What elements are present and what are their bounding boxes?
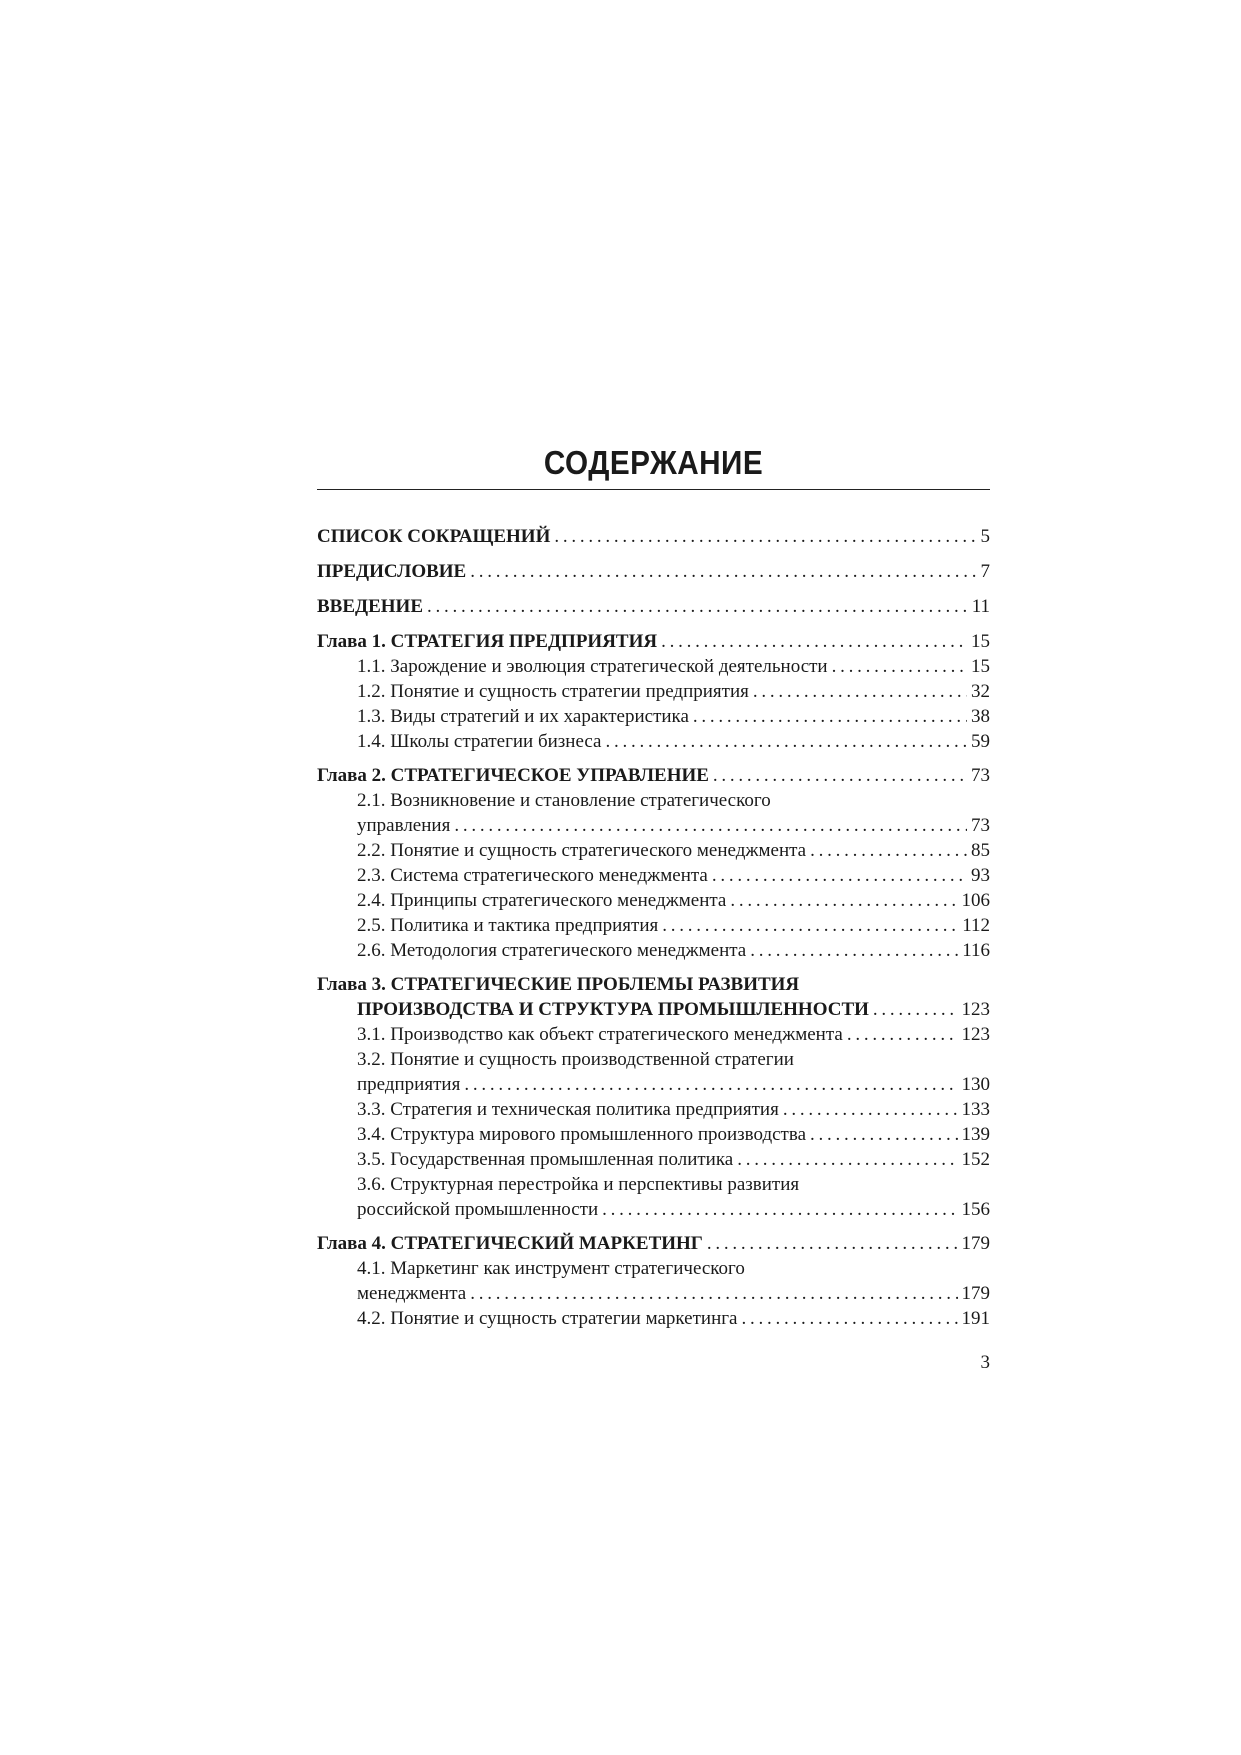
dot-leader [753, 679, 967, 704]
section-page: 85 [971, 840, 990, 861]
section-title: 2.5. Политика и тактика предприятия [357, 915, 659, 936]
toc-entry-label: ПРЕДИСЛОВИЕ [317, 561, 467, 582]
dot-leader [464, 1072, 957, 1097]
chapter-heading[interactable] [317, 1231, 990, 1256]
dot-leader [470, 1281, 957, 1306]
chapter-4 [317, 1231, 990, 1331]
section-title: российской промышленности [357, 1199, 599, 1220]
toc-entry-label: ВВЕДЕНИЕ [317, 596, 423, 617]
section-page: 133 [961, 1099, 990, 1120]
section-page: 130 [961, 1074, 990, 1095]
dot-leader [810, 1122, 957, 1147]
toc-section[interactable] [317, 913, 990, 938]
chapter-heading[interactable] [317, 763, 990, 788]
dot-leader [661, 629, 967, 654]
toc-entry-page: 5 [980, 526, 990, 547]
section-title: 1.3. Виды стратегий и их характеристика [357, 706, 689, 727]
toc-section[interactable] [317, 1122, 990, 1147]
section-title-line1: 4.1. Маркетинг как инструмент стратегического [357, 1258, 745, 1279]
section-page: 191 [961, 1308, 990, 1329]
chapter-page: 73 [971, 765, 990, 786]
dot-leader [783, 1097, 958, 1122]
section-title: 3.3. Стратегия и техническая политика предприятия [357, 1099, 779, 1120]
dot-leader [693, 704, 967, 729]
chapter-1 [317, 629, 990, 754]
section-page: 123 [961, 1024, 990, 1045]
section-title: 1.1. Зарождение и эволюция стратегической деятельности [357, 656, 828, 677]
dot-leader [847, 1022, 958, 1047]
dot-leader [810, 838, 967, 863]
section-title: 2.6. Методология стратегического менеджмента [357, 940, 747, 961]
section-title: 2.2. Понятие и сущность стратегического менеджмента [357, 840, 807, 861]
dot-leader [730, 888, 957, 913]
chapter-heading[interactable] [317, 629, 990, 654]
section-page: 106 [961, 890, 990, 911]
section-title: 4.2. Понятие и сущность стратегии маркетинга [357, 1308, 738, 1329]
chapter-heading[interactable] [317, 997, 990, 1022]
title-divider [317, 489, 990, 490]
section-title: 2.4. Принципы стратегического менеджмента [357, 890, 727, 911]
chapter-page: 123 [961, 999, 990, 1020]
dot-leader [737, 1147, 957, 1172]
dot-leader [707, 1231, 958, 1256]
section-page: 179 [961, 1283, 990, 1304]
section-page: 139 [961, 1124, 990, 1145]
dot-leader [454, 813, 967, 838]
toc-section[interactable] [317, 838, 990, 863]
dot-leader [741, 1306, 957, 1331]
chapter-3 [317, 972, 990, 1222]
dot-leader [662, 913, 958, 938]
section-page: 38 [971, 706, 990, 727]
toc-section[interactable] [317, 1022, 990, 1047]
dot-leader [750, 938, 958, 963]
toc-section[interactable] [317, 1197, 990, 1222]
dot-leader [470, 559, 976, 584]
table-of-contents [317, 524, 990, 1340]
section-page: 15 [971, 656, 990, 677]
section-title: менеджмента [357, 1283, 467, 1304]
toc-section[interactable] [317, 679, 990, 704]
section-page: 73 [971, 815, 990, 836]
section-page: 116 [962, 940, 990, 961]
toc-entry-page: 11 [971, 596, 990, 617]
chapter-title-line1: Глава 3. СТРАТЕГИЧЕСКИЕ ПРОБЛЕМЫ РАЗВИТИЯ [317, 974, 800, 995]
section-page: 156 [961, 1199, 990, 1220]
toc-section[interactable] [317, 938, 990, 963]
chapter-title: ПРОИЗВОДСТВА И СТРУКТУРА ПРОМЫШЛЕННОСТИ [357, 999, 869, 1020]
toc-section[interactable] [317, 813, 990, 838]
section-page: 112 [962, 915, 990, 936]
toc-entry-abbreviations[interactable] [317, 524, 990, 549]
toc-section[interactable] [317, 1147, 990, 1172]
chapter-2 [317, 763, 990, 963]
section-page: 32 [971, 681, 990, 702]
dot-leader [832, 654, 967, 679]
chapter-title: Глава 4. СТРАТЕГИЧЕСКИЙ МАРКЕТИНГ [317, 1233, 703, 1254]
toc-section[interactable] [317, 654, 990, 679]
section-page: 93 [971, 865, 990, 886]
section-title-line1: 3.6. Структурная перестройка и перспективы развития [357, 1174, 800, 1195]
toc-section[interactable] [317, 729, 990, 754]
dot-leader [605, 729, 967, 754]
section-title: 3.4. Структура мирового промышленного производства [357, 1124, 807, 1145]
section-title: 2.3. Система стратегического менеджмента [357, 865, 708, 886]
section-title-line1: 2.1. Возникновение и становление стратегического [357, 790, 771, 811]
section-title-line1: 3.2. Понятие и сущность производственной стратегии [357, 1049, 794, 1070]
toc-section[interactable] [317, 1306, 990, 1331]
dot-leader [554, 524, 976, 549]
toc-section[interactable] [317, 1097, 990, 1122]
section-title: 1.4. Школы стратегии бизнеса [357, 731, 602, 752]
chapter-page: 179 [961, 1233, 990, 1254]
dot-leader [713, 763, 967, 788]
section-title: 3.5. Государственная промышленная политика [357, 1149, 734, 1170]
page-title: СОДЕРЖАНИЕ [543, 444, 764, 481]
dot-leader [427, 594, 968, 619]
section-title: предприятия [357, 1074, 461, 1095]
toc-section[interactable] [317, 1281, 990, 1306]
toc-entry-page: 7 [980, 561, 990, 582]
toc-section[interactable] [317, 704, 990, 729]
page-number: 3 [980, 1352, 990, 1373]
dot-leader [602, 1197, 957, 1222]
section-title: 1.2. Понятие и сущность стратегии предприятия [357, 681, 749, 702]
section-page: 59 [971, 731, 990, 752]
toc-entry-introduction[interactable] [317, 594, 990, 619]
toc-entry-preface[interactable] [317, 559, 990, 584]
section-title: 3.1. Производство как объект стратегического менеджмента [357, 1024, 843, 1045]
section-title: управления [357, 815, 451, 836]
chapter-title: Глава 1. СТРАТЕГИЯ ПРЕДПРИЯТИЯ [317, 631, 658, 652]
toc-section[interactable] [317, 863, 990, 888]
toc-entry-label: СПИСОК СОКРАЩЕНИЙ [317, 526, 551, 547]
toc-section[interactable] [317, 1072, 990, 1097]
section-page: 152 [961, 1149, 990, 1170]
chapter-page: 15 [971, 631, 990, 652]
chapter-title: Глава 2. СТРАТЕГИЧЕСКОЕ УПРАВЛЕНИЕ [317, 765, 709, 786]
dot-leader [712, 863, 967, 888]
toc-section[interactable] [317, 888, 990, 913]
dot-leader [873, 997, 958, 1022]
